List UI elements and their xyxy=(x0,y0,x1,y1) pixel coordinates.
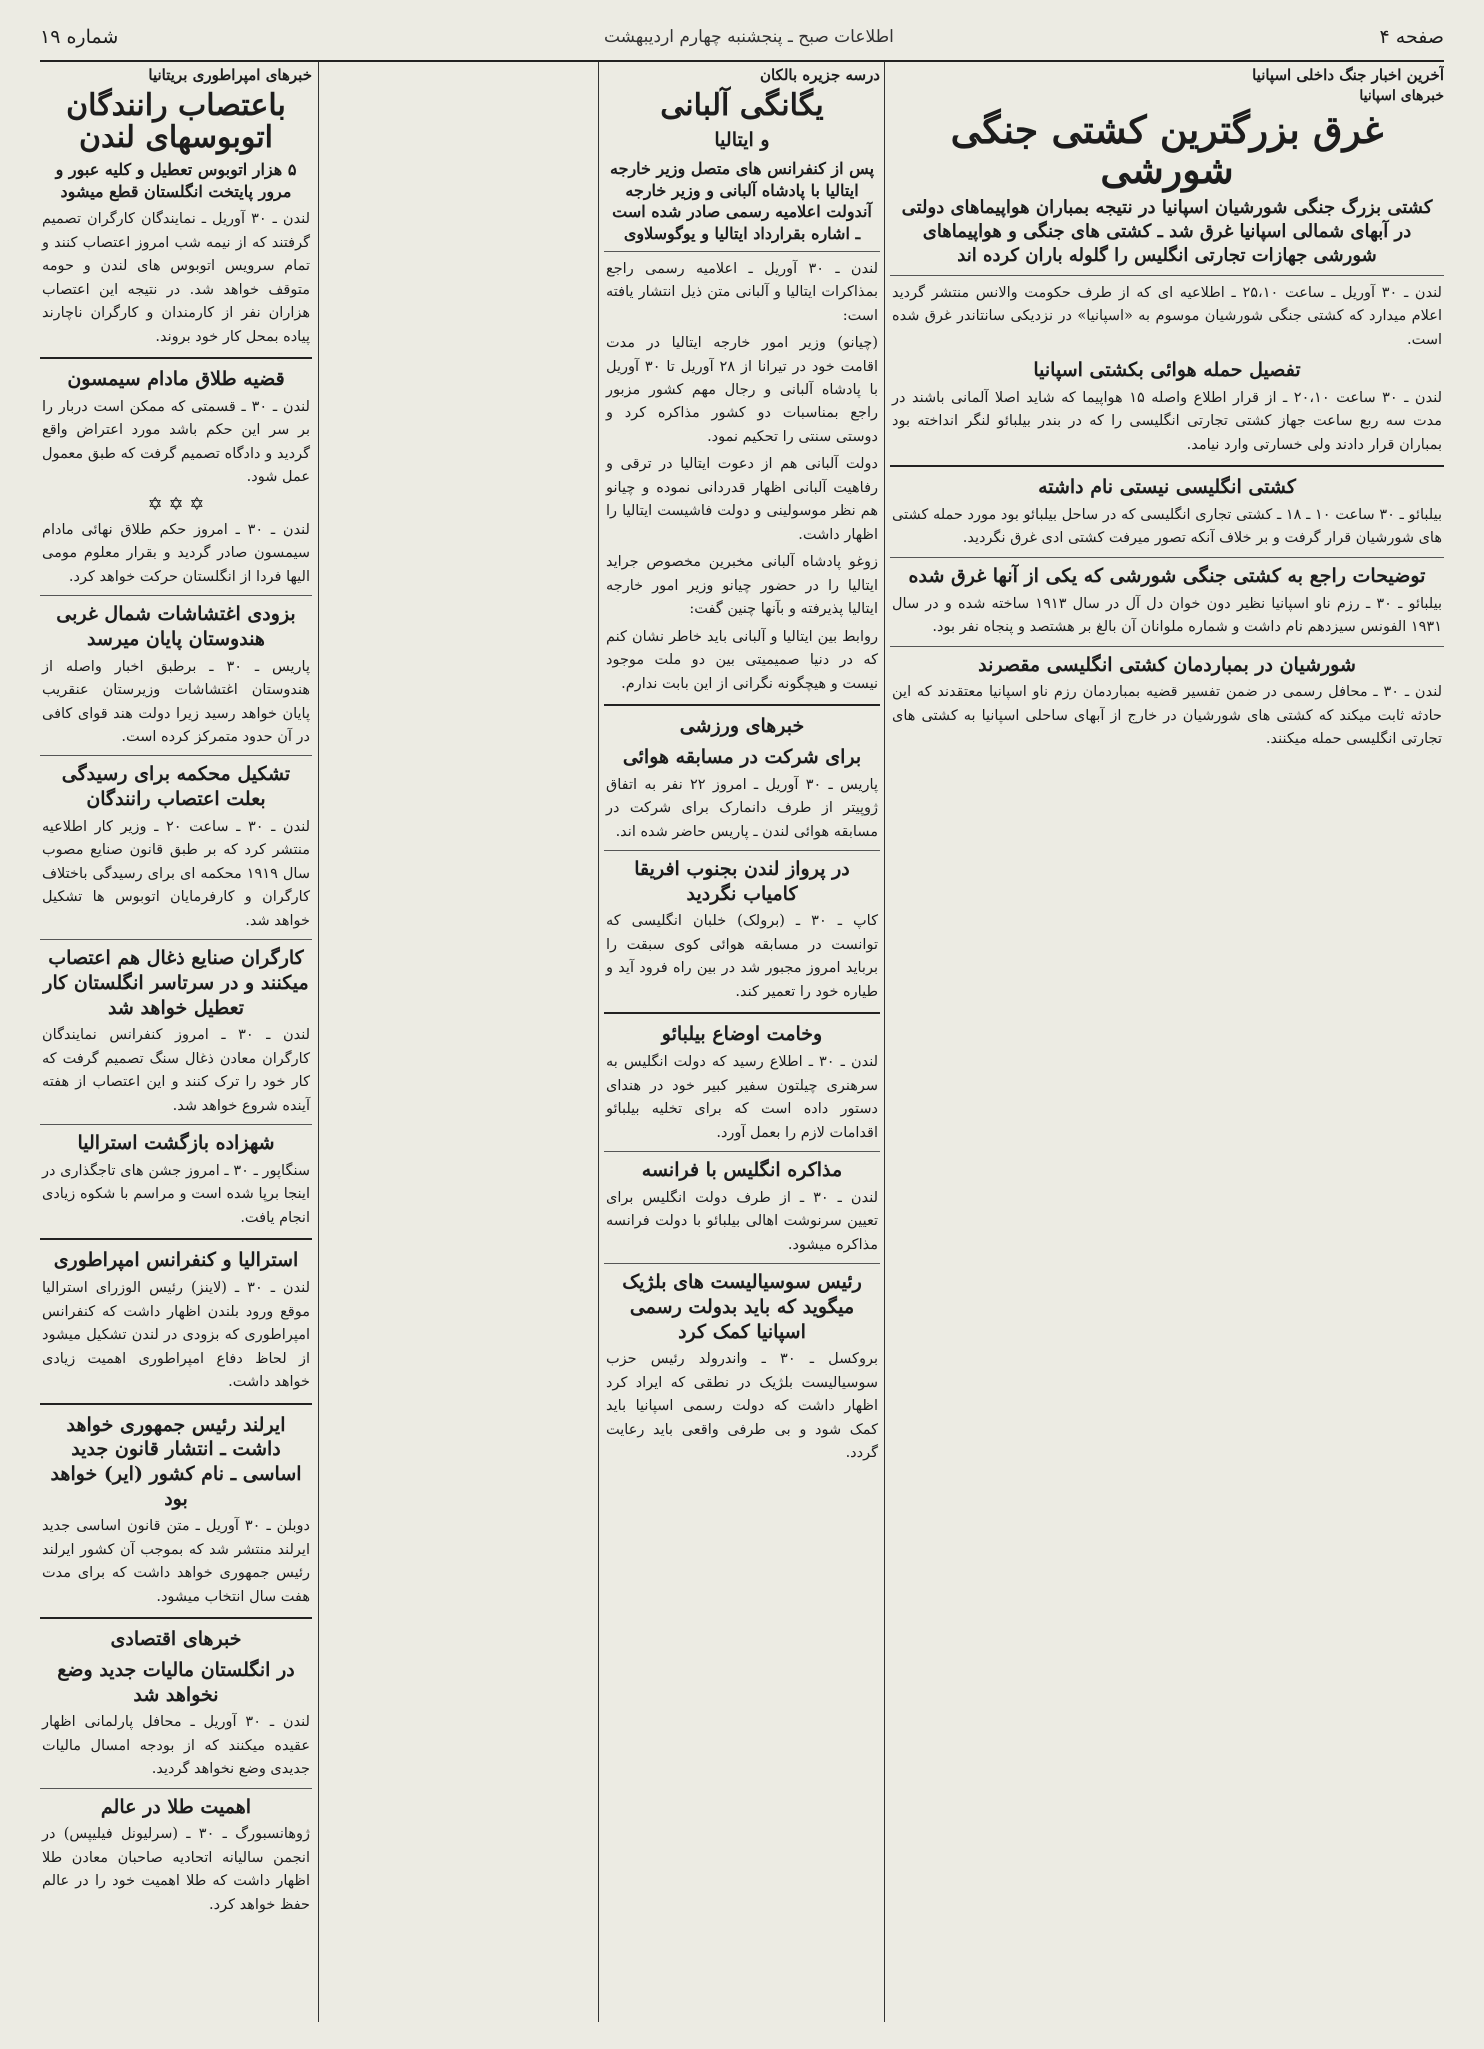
masthead-center: اطلاعات صبح ـ پنجشنبه چهارم اردیبهشت xyxy=(603,27,894,47)
paragraph: روابط بین ایتالیا و آلبانی باید خاطر نشان کنم که در دنیا صمیمیتی بین دو ملت موجود نیست و هیچگونه نگرانی از این بابت ندارم. xyxy=(606,628,878,692)
subheadline: تشکیل محکمه برای رسیدگی بعلت اعتصاب رانندگان xyxy=(61,763,291,811)
section-title: خبرهای اقتصادی xyxy=(110,1628,242,1651)
section-label: خبرهای اسپانیا xyxy=(1359,88,1444,104)
subheadline: مذاکره انگلیس با فرانسه xyxy=(641,1159,843,1182)
star-ornament: ✡ ✡ ✡ xyxy=(147,493,205,515)
paragraph: سنگاپور ـ ۳۰ ـ امروز جشن های تاجگذاری در اینجا برپا شده است و مراسم با شکوه زیادی انجام یافت. xyxy=(42,1162,310,1226)
subheadline: و ایتالیا xyxy=(714,128,770,151)
subheadline: اهمیت طلا در عالم xyxy=(100,1795,252,1818)
headline: غرق بزرگترین کشتی جنگی شورشی xyxy=(950,107,1384,192)
paragraph: لندن ـ ۳۰ ساعت ۲۰،۱۰ ـ از قرار اطلاع واصله ۱۵ هواپیما که شاید اصلا آلمانی باشند در مدت سه ربع ساعت جهاز کشتی تجارتی انگلیسی را که در بندر بیلبائو لنگر انداخته بود بمباران قرار دادند ولی خسارتی وارد نیامد. xyxy=(892,389,1442,453)
subheadline: بزودی اغتشاشات شمال غربی هندوستان پایان میرسد xyxy=(56,603,296,650)
subheadline: در پرواز لندن بجنوب افریقا کامیاب نگردید xyxy=(634,858,850,905)
headline: یگانگی آلبانی xyxy=(660,88,824,123)
paragraph: لندن ـ ۳۰ ـ محافل رسمی در ضمن تفسیر قضیه بمباردمان رزم ناو اسپانیا معتقدند که این حادثه ثابت میکند که کشتی های شورشیان در خارج از آبهای ساحلی اسپانیا به کشتی های تجارتی انگلیسی حمله میکنند. xyxy=(892,684,1442,748)
kicker: آخرین اخبار جنگ داخلی اسپانیا xyxy=(1252,66,1444,84)
paragraph: پاریس ـ ۳۰ ـ برطبق اخبار واصله از هندوستان اغتشاشات وزیرستان عنقریب پایان خواهد رسید زیرا دولت هند قوای کافی در آن حدود متمرکز کرده است. xyxy=(42,658,310,745)
paragraph: لندن ـ ۳۰ ـ ساعت ۲۰ ـ وزیر کار اطلاعیه منتشر کرد که بر طبق قانون صنایع مصوب سال ۱۹۱۹ محکمه ای برای رسیدگی باختلاف کارگران و کارفرمایان اتوبوس ها تشکیل خواهد شد. xyxy=(42,818,311,929)
column-rule xyxy=(598,62,599,2022)
subheadline: رئیس سوسیالیست های بلژیک میگوید که باید بدولت رسمی اسپانیا کمک کرد xyxy=(622,1271,862,1343)
paragraph: ژوهانسبورگ ـ ۳۰ ـ (سرلیونل فیلیپس) در انجمن سالیانه اتحادیه صاحبان معادن طلا اظهار داشت که طلا اهمیت خود را در عالم حفظ خواهد کرد. xyxy=(42,1826,310,1913)
subheadline: کشتی انگلیسی نیستی نام داشته xyxy=(1038,476,1296,499)
paragraph: بیلبائو ـ ۳۰ ـ رزم ناو اسپانیا نظیر دون خوان دل آل در سال ۱۹۱۳ ساخته شده و در سال ۱۹۳۱ الفونس سیزدهم نام داشت و شماره ملوانان آن بالغ بر هشتصد و پنجاه نفر بود. xyxy=(892,595,1443,636)
kicker: خبرهای امپراطوری بریتانیا xyxy=(148,66,312,84)
section-title: خبرهای ورزشی xyxy=(679,715,805,738)
paragraph: لندن ـ ۳۰ آوریل ـ اعلامیه رسمی راجع بمذاکرات ایتالیا و آلبانی متن ذیل انتشار یافته است: xyxy=(606,260,878,324)
paragraph: کاپ ـ ۳۰ ـ (برولک) خلبان انگلیسی که توانست در مسابقه هوائی کوی سبقت را برباید امروز مجبور شد در بین راه فرود آید و طیاره خود را تعمیر کند. xyxy=(606,913,878,1000)
column-middle xyxy=(604,62,880,2022)
paragraph: لندن ـ ۳۰ ـ امروز کنفرانس نمایندگان کارگران معادن ذغال سنگ تصمیم گرفت که کار خود را ترک کنند و این اعتصاب از هفته آینده شروع خواهد شد. xyxy=(42,1027,310,1114)
subheadline: در انگلستان مالیات جدید وضع نخواهد شد xyxy=(57,1658,295,1706)
subheadline: پس از کنفرانس های متصل وزیر خارجه ایتالیا با پادشاه آلبانی و وزیر خارجه آندولت اعلامیه رسمی صادر شده است ـ اشاره بقرارداد ایتالیا و یوگوسلاوی xyxy=(609,159,875,243)
subheadline: قضیه طلاق مادام سیمسون xyxy=(67,368,285,391)
subheadline: کارگران صنایع ذغال هم اعتصاب میکنند و در سرتاسر انگلستان کار تعطیل خواهد شد xyxy=(43,947,309,1019)
paragraph: بیلبائو ـ ۳۰ ساعت ۱۰ ـ ۱۸ ـ کشتی تجاری انگلیسی که در ساحل بیلبائو بود مورد حمله کشتی های شورشیان قرار گرفت و بر خلاف آنکه تصور میرفت کشتی ادی غرق نگردید. xyxy=(892,506,1442,547)
paragraph: بروکسل ـ ۳۰ ـ واندرولد رئیس حزب سوسیالیست بلژیک در نطقی که ایراد کرد اظهار داشت که دولت رسمی اسپانیا باید کمک شود و بی طرفی واقعی باید رعایت گردد. xyxy=(606,1351,878,1462)
subheadline: شهزاده بازگشت استرالیا xyxy=(77,1132,275,1155)
column-right xyxy=(890,62,1444,2022)
paragraph: لندن ـ ۳۰ ـ قسمتی که ممکن است دربار را بر سر این حکم باشد مورد اعتراض واقع گردید و دادگاه تصمیم گرفت که طبق معمول عمل شود. xyxy=(42,398,310,486)
paragraph: دوبلن ـ ۳۰ آوریل ـ متن قانون اساسی جدید ایرلند منتشر شد که بموجب آن کشور ایرلند رئیس جمهوری خواهد داشت که برای مدت هفت سال انتخاب میشود. xyxy=(42,1518,310,1605)
subheadline: وخامت اوضاع بیلبائو xyxy=(661,1023,823,1046)
paragraph: لندن ـ ۳۰ ـ (لاینز) رئیس الوزرای استرالیا موقع ورود بلندن اظهار داشت که کنفرانس امپراطوری که بزودی در لندن تشکیل میشود از لحاظ دفاع امپراطوری اهمیت زیادی خواهد داشت. xyxy=(42,1280,310,1391)
paragraph: لندن ـ ۳۰ آوریل ـ نمایندگان کارگران تصمیم گرفتند که از نیمه شب امروز اعتصاب کنند و تمام سرویس اتوبوس های لندن و حومه متوقف خواهد شد. در نتیجه این اعتصاب هزاران نفر از کارمندان و کارگران ناچارند پیاده بمحل کار خود بروند. xyxy=(42,211,310,345)
paragraph: لندن ـ ۳۰ ـ از طرف دولت انگلیس برای تعیین سرنوشت اهالی بیلبائو با دولت فرانسه مذاکره میشود. xyxy=(606,1189,878,1253)
headline: باعتصاب رانندگان اتوبوسهای لندن xyxy=(66,88,286,155)
paragraph: لندن ـ ۳۰ آوریل ـ ساعت ۲۵،۱۰ ـ اطلاعیه ای که از طرف حکومت والانس منتشر گردید اعلام میدارد که کشتی جنگی شورشیان موسوم به «اسپانیا» در نزدیکی سانتاندر غرق شده است. xyxy=(892,284,1442,348)
subheadline: ۵ هزار اتوبوس تعطیل و کلیه عبور و مرور پایتخت انگلستان قطع میشود xyxy=(55,160,297,201)
kicker: درسه جزیره بالکان xyxy=(759,66,880,84)
subheadline: برای شرکت در مسابقه هوائی xyxy=(622,745,862,768)
paragraph: دولت آلبانی هم از دعوت ایتالیا در ترقی و رفاهیت آلبانی اظهار قدردانی نموده و چیانو هم نظر موسولینی و دولت فاشیست ایتالیا را اظهار داشت. xyxy=(606,456,878,543)
paragraph: لندن ـ ۳۰ آوریل ـ محافل پارلمانی اظهار عقیده میکنند که از بودجه امسال مالیات جدیدی وضع نخواهد گردید. xyxy=(42,1714,310,1778)
subheadline: شورشیان در بمباردمان کشتی انگلیسی مقصرند xyxy=(978,653,1356,676)
masthead xyxy=(40,14,1444,62)
column-rule xyxy=(318,62,319,2022)
column-rule xyxy=(884,62,885,2022)
subheadline: توضیحات راجع به کشتی جنگی شورشی که یکی از آنها غرق شده xyxy=(908,564,1426,587)
page-label: صفحه ۴ xyxy=(1379,26,1444,48)
subheadline: کشتی بزرگ جنگی شورشیان اسپانیا در نتیجه بمباران هواپیماهای دولتی در آبهای شمالی اسپانیا غرق شد ـ کشتی های جنگی و هواپیماهای شورشی جهازات تجارتی انگلیس را گلوله باران کرده اند xyxy=(901,196,1433,267)
subheadline: استرالیا و کنفرانس امپراطوری xyxy=(53,1249,299,1272)
paragraph: (چیانو) وزیر امور خارجه ایتالیا در مدت اقامت خود در تیرانا از ۲۸ آوریل تا ۳۰ آوریل با پادشاه آلبانی و رجال مهم کشور مزبور راجع بمناسبات دو کشور مذاکره کرد و دوستی سنتی را تحکیم نمود. xyxy=(606,335,878,445)
paragraph: زوغو پادشاه آلبانی مخبرین مخصوص جراید ایتالیا را در حضور چیانو وزیر امور خارجه ایتالیا پذیرفته و بآنها چنین گفت: xyxy=(606,554,878,618)
paragraph: پاریس ـ ۳۰ آوریل ـ امروز ۲۲ نفر به اتفاق ژوپیتر از طرف دانمارک برای شرکت در مسابقه هوائی لندن ـ پاریس حاضر شده اند. xyxy=(606,776,878,840)
column-left xyxy=(40,62,312,2022)
paragraph: لندن ـ ۳۰ ـ اطلاع رسید که دولت انگلیس به سرهنری چیلتون سفیر کبیر خود در هندای دستور داده است که برای تخلیه بیلبائو اقدامات لازم را بعمل آورد. xyxy=(606,1054,878,1141)
issue-label: شماره ۱۹ xyxy=(40,26,119,48)
subheadline: ایرلند رئیس جمهوری خواهد داشت ـ انتشار قانون جدید اساسی ـ نام کشور (ایر) خواهد بود xyxy=(50,1413,302,1510)
subheadline: تفصیل حمله هوائی بکشتی اسپانیا xyxy=(1033,359,1301,382)
paragraph: لندن ـ ۳۰ ـ امروز حکم طلاق نهائی مادام سیمسون صادر گردید و بقرار معلوم مومی الیها فردا از انگلستان حرکت خواهد کرد. xyxy=(42,521,310,585)
